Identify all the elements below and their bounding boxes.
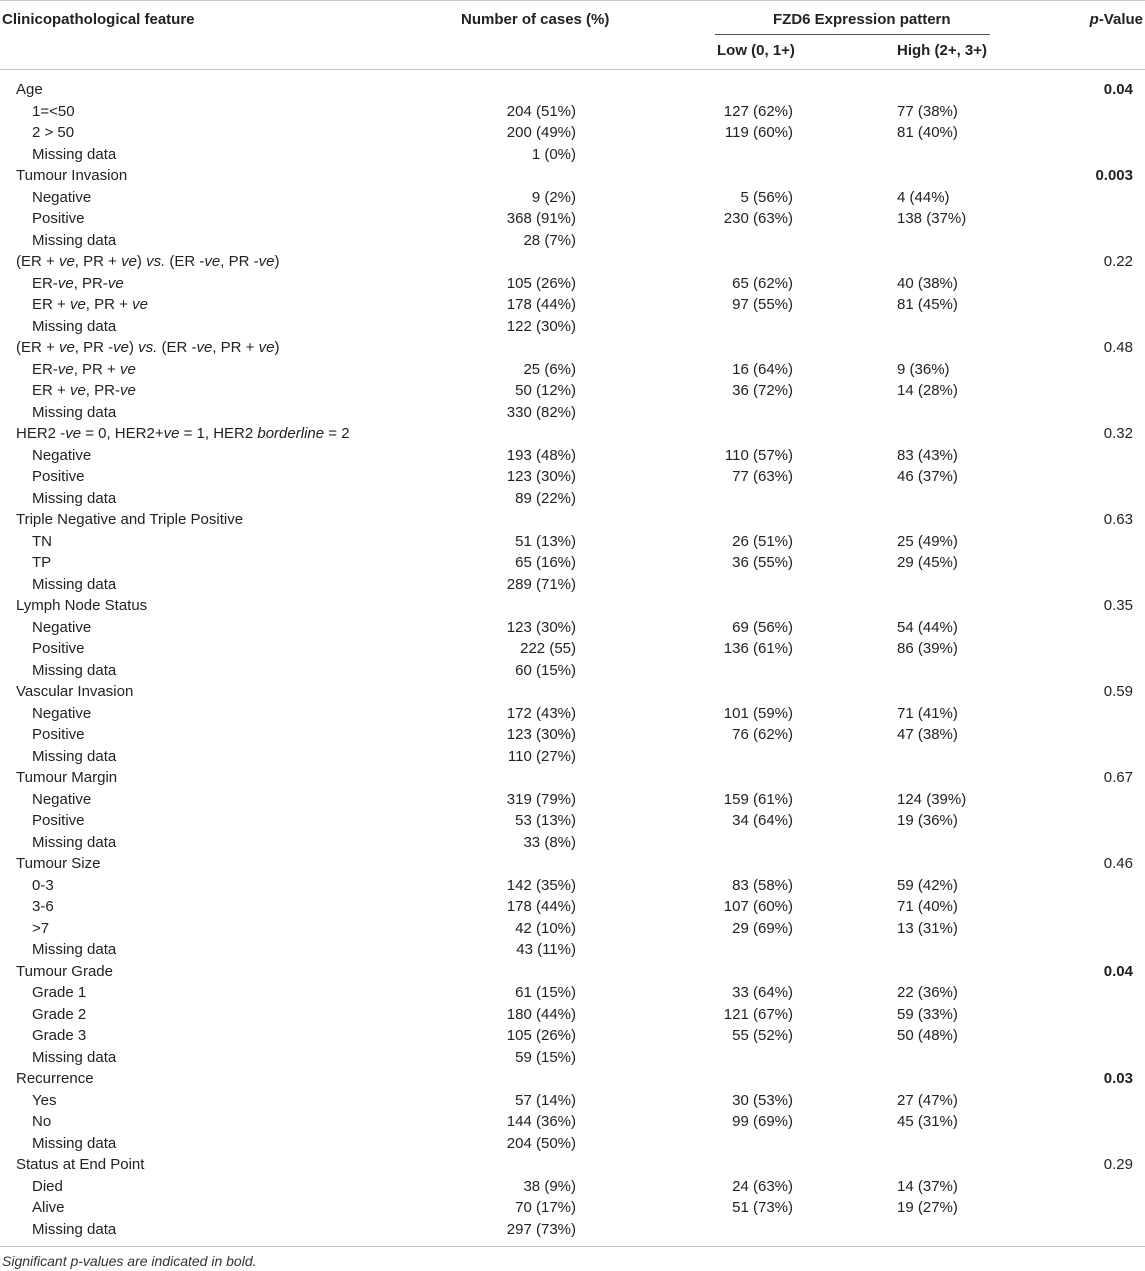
cell-p-value: 0.46: [1103, 855, 1133, 872]
cell-high: 83 (43%): [897, 446, 958, 464]
category-label: Tumour Grade: [16, 962, 113, 980]
cell-cases: 1 (0%): [531, 145, 576, 163]
table-row: [0, 208, 1145, 230]
row-label: ER + ve, PR-ve: [32, 382, 136, 399]
cell-high: 19 (27%): [897, 1199, 958, 1216]
category-row: [0, 681, 1145, 703]
table-row: [0, 789, 1145, 811]
row-label: 0-3: [32, 876, 54, 894]
row-label: Missing data: [32, 317, 117, 335]
row-label: Missing data: [32, 145, 117, 163]
cell-low: 36 (55%): [732, 554, 793, 571]
table-row: [0, 982, 1145, 1004]
cell-cases: 144 (36%): [506, 1113, 576, 1130]
row-label: 3-6: [32, 898, 54, 915]
category-row: [0, 767, 1145, 789]
cell-high: 81 (45%): [897, 296, 958, 313]
cell-cases: 122 (30%): [506, 317, 576, 335]
row-label: Missing data: [32, 941, 117, 958]
cell-cases: 61 (15%): [515, 984, 576, 1001]
cell-cases: 123 (30%): [506, 726, 576, 743]
cell-cases: 9 (2%): [531, 188, 576, 206]
row-label: Yes: [32, 1091, 57, 1109]
cell-cases: 319 (79%): [506, 790, 576, 808]
row-label: 1=<50: [32, 102, 75, 120]
table-row: [0, 660, 1145, 682]
header-p-value: [1090, 11, 1143, 28]
cell-high: 9 (36%): [897, 360, 950, 378]
table-row: [0, 617, 1145, 639]
row-label: Positive: [32, 210, 85, 227]
row-label: Missing data: [32, 1048, 117, 1066]
cell-cases: 51 (13%): [515, 532, 576, 550]
cell-cases: 330 (82%): [506, 403, 576, 421]
header-feature: Clinicopathological feature: [2, 11, 195, 28]
row-label: Negative: [32, 704, 92, 722]
header-group-rule: [715, 34, 990, 35]
cell-high: 54 (44%): [897, 618, 958, 636]
row-label: No: [32, 1113, 52, 1130]
table-row: [0, 294, 1145, 316]
cell-low: 136 (61%): [723, 640, 793, 657]
cell-low: 30 (53%): [732, 1091, 793, 1109]
category-row: [0, 79, 1145, 101]
table-row: [0, 402, 1145, 424]
category-row: [0, 337, 1145, 359]
row-label: Positive: [32, 468, 85, 485]
cell-high: 124 (39%): [897, 790, 967, 808]
table-row: [0, 918, 1145, 940]
category-label: Tumour Margin: [16, 769, 118, 786]
cell-cases: 38 (9%): [523, 1177, 576, 1195]
table-footnote: Significant p-values are indicated in bold.: [2, 1253, 257, 1269]
cell-low: 121 (67%): [723, 1005, 793, 1023]
table-row: [0, 273, 1145, 295]
cell-p-value: 0.67: [1103, 769, 1133, 786]
cell-cases: 200 (49%): [506, 124, 576, 141]
cell-low: 51 (73%): [732, 1199, 793, 1216]
table-row: [0, 1004, 1145, 1026]
cell-high: 71 (40%): [897, 898, 958, 915]
cell-cases: 57 (14%): [515, 1091, 576, 1109]
cell-low: 29 (69%): [732, 919, 793, 937]
cell-low: 5 (56%): [740, 188, 793, 206]
cell-low: 230 (63%): [723, 210, 793, 227]
table-row: [0, 724, 1145, 746]
cell-high: 71 (41%): [897, 704, 958, 722]
cell-low: 83 (58%): [732, 876, 793, 894]
row-label: Grade 2: [32, 1005, 87, 1023]
table-row: [0, 810, 1145, 832]
row-label: Missing data: [32, 833, 117, 851]
table-row: [0, 1111, 1145, 1133]
cell-p-value: 0.03: [1103, 1070, 1133, 1087]
cell-low: 99 (69%): [732, 1113, 793, 1130]
cell-p-value: 0.04: [1103, 962, 1133, 980]
category-row: [0, 1068, 1145, 1090]
cell-high: 19 (36%): [897, 812, 958, 829]
table-row: [0, 939, 1145, 961]
row-label: Missing data: [32, 403, 117, 421]
category-row: [0, 165, 1145, 187]
cell-low: 34 (64%): [732, 812, 793, 829]
table-row: [0, 122, 1145, 144]
cell-low: 107 (60%): [723, 898, 793, 915]
cell-cases: 142 (35%): [506, 876, 576, 894]
row-label: Missing data: [32, 1220, 117, 1238]
table-row: [0, 1025, 1145, 1047]
cell-p-value: 0.22: [1103, 253, 1133, 270]
table-row: [0, 896, 1145, 918]
cell-cases: 42 (10%): [515, 919, 576, 937]
table-row: [0, 1176, 1145, 1198]
header-p-rest: -Value: [1098, 11, 1143, 28]
table-row: [0, 746, 1145, 768]
cell-high: 4 (44%): [897, 188, 950, 206]
cell-cases: 172 (43%): [506, 704, 576, 722]
table-row: [0, 1219, 1145, 1241]
row-label: Negative: [32, 618, 92, 636]
cell-cases: 59 (15%): [515, 1048, 576, 1066]
table-row: [0, 574, 1145, 596]
row-label: Positive: [32, 726, 85, 743]
row-label: Negative: [32, 188, 92, 206]
cell-cases: 289 (71%): [506, 575, 576, 593]
cell-low: 77 (63%): [732, 468, 793, 485]
row-label: ER-ve, PR + ve: [32, 360, 136, 378]
category-label: Status at End Point: [16, 1156, 145, 1173]
category-row: [0, 853, 1145, 875]
row-label: Positive: [32, 640, 85, 657]
row-label: Grade 3: [32, 1027, 87, 1044]
cell-low: 65 (62%): [732, 274, 793, 292]
cell-cases: 105 (26%): [506, 1027, 576, 1044]
cell-low: 16 (64%): [732, 360, 793, 378]
header-low: Low (0, 1+): [717, 42, 795, 59]
cell-cases: 33 (8%): [523, 833, 576, 851]
category-row: [0, 509, 1145, 531]
header-expression-group: FZD6 Expression pattern: [773, 11, 951, 28]
header-cases: Number of cases (%): [461, 11, 610, 28]
table-row: [0, 488, 1145, 510]
cell-high: 50 (48%): [897, 1027, 958, 1044]
cell-cases: 110 (27%): [507, 747, 576, 765]
cell-high: 25 (49%): [897, 532, 958, 550]
cell-high: 59 (33%): [897, 1005, 958, 1023]
table-row: [0, 445, 1145, 467]
table-top-rule: [0, 0, 1145, 1]
header-bottom-rule: [0, 69, 1145, 70]
cell-low: 69 (56%): [732, 618, 793, 636]
cell-low: 110 (57%): [724, 446, 793, 464]
row-label: Missing data: [32, 661, 117, 679]
table-row: [0, 875, 1145, 897]
row-label: Alive: [32, 1199, 65, 1216]
category-label: Vascular Invasion: [16, 683, 134, 700]
row-label: TN: [32, 532, 52, 550]
row-label: Missing data: [32, 575, 117, 593]
cell-cases: 43 (11%): [516, 941, 576, 958]
cell-high: 81 (40%): [897, 124, 958, 141]
table-row: [0, 531, 1145, 553]
cell-low: 26 (51%): [732, 532, 793, 550]
cell-p-value: 0.29: [1103, 1156, 1133, 1173]
cell-cases: 178 (44%): [506, 898, 576, 915]
cell-low: 36 (72%): [732, 382, 793, 399]
table-row: [0, 1090, 1145, 1112]
table-bottom-rule: [0, 1246, 1145, 1247]
cell-cases: 222 (55): [520, 640, 576, 657]
category-row: [0, 1154, 1145, 1176]
category-row: [0, 961, 1145, 983]
cell-high: 13 (31%): [897, 919, 958, 937]
cell-p-value: 0.003: [1095, 167, 1133, 184]
header-high: High (2+, 3+): [897, 42, 988, 59]
cell-low: 159 (61%): [723, 790, 793, 808]
cell-low: 127 (62%): [723, 102, 793, 120]
table-row: [0, 316, 1145, 338]
cell-high: 14 (37%): [897, 1177, 958, 1195]
cell-low: 76 (62%): [732, 726, 793, 743]
cell-p-value: 0.59: [1103, 683, 1133, 700]
row-label: ER + ve, PR + ve: [32, 296, 148, 313]
cell-high: 46 (37%): [897, 468, 958, 485]
cell-p-value: 0.04: [1103, 81, 1133, 98]
category-row: [0, 251, 1145, 273]
row-label: Negative: [32, 790, 92, 808]
table-row: [0, 359, 1145, 381]
cell-cases: 297 (73%): [506, 1220, 576, 1238]
category-label: Recurrence: [16, 1070, 94, 1087]
cell-high: 27 (47%): [897, 1091, 958, 1109]
row-label: Missing data: [32, 747, 117, 765]
category-label: (ER + ve, PR -ve) vs. (ER -ve, PR + ve): [16, 339, 280, 356]
category-label: Triple Negative and Triple Positive: [16, 511, 244, 528]
table-row: [0, 832, 1145, 854]
cell-high: 77 (38%): [897, 102, 958, 120]
cell-low: 97 (55%): [732, 296, 793, 313]
cell-cases: 28 (7%): [523, 231, 576, 249]
cell-cases: 53 (13%): [515, 812, 576, 829]
cell-cases: 50 (12%): [515, 382, 576, 399]
table-row: [0, 552, 1145, 574]
cell-p-value: 0.35: [1103, 597, 1133, 614]
cell-low: 101 (59%): [723, 704, 793, 722]
cell-cases: 180 (44%): [506, 1005, 576, 1023]
row-label: Missing data: [32, 1134, 117, 1152]
cell-high: 14 (28%): [897, 382, 958, 399]
cell-cases: 368 (91%): [506, 210, 576, 227]
cell-high: 59 (42%): [897, 876, 958, 894]
cell-cases: 204 (50%): [506, 1134, 576, 1152]
table-row: [0, 1197, 1145, 1219]
row-label: Missing data: [32, 489, 117, 507]
cell-high: 40 (38%): [897, 274, 958, 292]
cell-p-value: 0.48: [1103, 339, 1133, 356]
cell-high: 45 (31%): [897, 1113, 958, 1130]
table-body: [0, 79, 1145, 1240]
cell-cases: 89 (22%): [515, 489, 576, 507]
cell-cases: 65 (16%): [515, 554, 576, 571]
table-row: [0, 703, 1145, 725]
cell-low: 55 (52%): [732, 1027, 793, 1044]
cell-cases: 123 (30%): [506, 468, 576, 485]
row-label: Grade 1: [32, 984, 87, 1001]
cell-high: 22 (36%): [897, 984, 958, 1001]
row-label: Negative: [32, 446, 92, 464]
category-label: Tumour Invasion: [16, 167, 128, 184]
row-label: ER-ve, PR-ve: [32, 274, 124, 292]
cell-high: 138 (37%): [897, 210, 967, 227]
cell-cases: 70 (17%): [515, 1199, 576, 1216]
table-row: [0, 230, 1145, 252]
category-label: HER2 -ve = 0, HER2+ve = 1, HER2 borderline = 2: [16, 425, 350, 442]
category-row: [0, 595, 1145, 617]
cell-low: 33 (64%): [732, 984, 793, 1001]
cell-cases: 204 (51%): [506, 102, 576, 120]
row-label: >7: [32, 919, 50, 937]
row-label: TP: [32, 554, 52, 571]
row-label: 2 > 50: [32, 124, 75, 141]
cell-high: 86 (39%): [897, 640, 958, 657]
category-label: (ER + ve, PR + ve) vs. (ER -ve, PR -ve): [16, 253, 280, 270]
table-row: [0, 101, 1145, 123]
cell-p-value: 0.63: [1103, 511, 1133, 528]
table-row: [0, 380, 1145, 402]
table-row: [0, 144, 1145, 166]
table-row: [0, 466, 1145, 488]
cell-high: 29 (45%): [897, 554, 958, 571]
row-label: Died: [32, 1177, 63, 1195]
table-row: [0, 638, 1145, 660]
table-row: [0, 1047, 1145, 1069]
category-row: [0, 423, 1145, 445]
cell-cases: 25 (6%): [523, 360, 576, 378]
row-label: Missing data: [32, 231, 117, 249]
cell-high: 47 (38%): [897, 726, 958, 743]
header-p-italic: p: [1089, 11, 1099, 28]
cell-cases: 178 (44%): [506, 296, 576, 313]
category-label: Lymph Node Status: [16, 597, 148, 614]
category-label: Age: [16, 81, 43, 98]
cell-cases: 60 (15%): [515, 661, 576, 679]
cell-p-value: 0.32: [1103, 425, 1133, 442]
category-label: Tumour Size: [16, 855, 101, 872]
cell-cases: 105 (26%): [506, 274, 576, 292]
cell-low: 24 (63%): [732, 1177, 793, 1195]
cell-low: 119 (60%): [724, 124, 793, 141]
table-row: [0, 187, 1145, 209]
cell-cases: 193 (48%): [506, 446, 576, 464]
cell-cases: 123 (30%): [506, 618, 576, 636]
row-label: Positive: [32, 812, 85, 829]
table-row: [0, 1133, 1145, 1155]
